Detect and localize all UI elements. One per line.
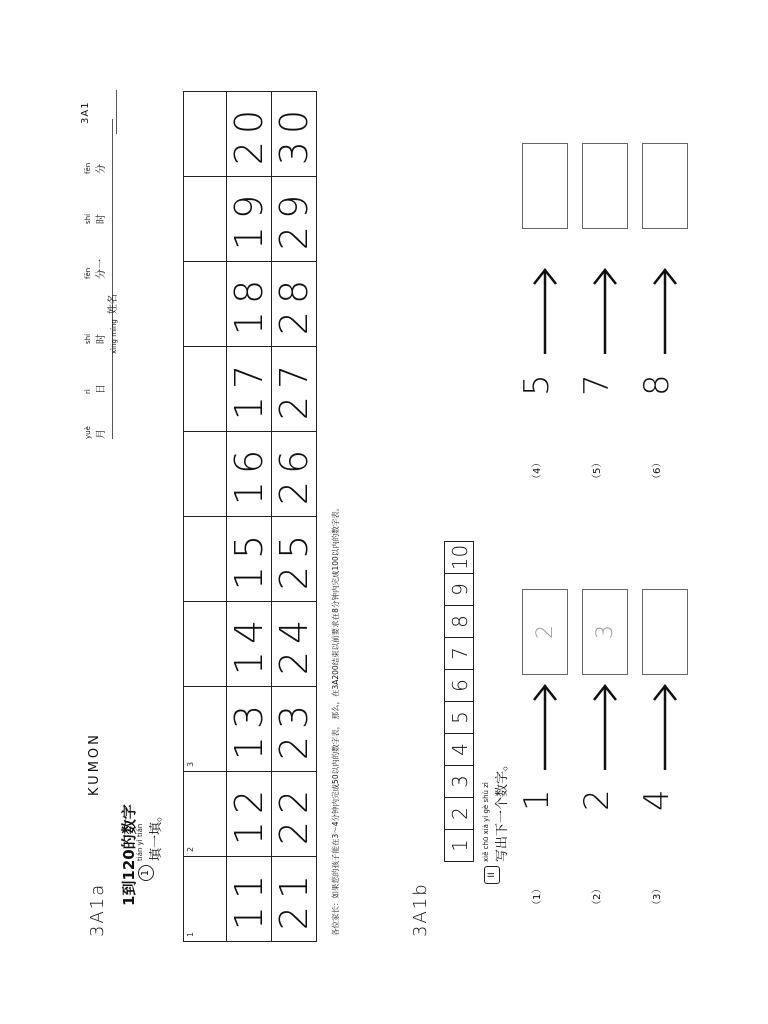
grid-cell: 12 xyxy=(226,771,272,857)
grid-cell: 21 xyxy=(271,856,317,942)
grid-cell[interactable] xyxy=(183,346,227,432)
problem-given: 8 xyxy=(637,368,677,396)
grid-cell: 14 xyxy=(226,601,272,687)
instruction-1-text: 填一填。 xyxy=(149,808,164,861)
problem-given: 5 xyxy=(517,368,557,396)
worksheet-code-right: 3A1 xyxy=(80,101,91,124)
instruction-2-text: 写出下一个数字。 xyxy=(495,757,510,862)
grid-cell: 11 xyxy=(226,856,272,942)
problem-given: 7 xyxy=(577,368,617,396)
grid-cell: 25 xyxy=(271,516,317,602)
answer-box[interactable] xyxy=(522,143,568,229)
problem-label: （5） xyxy=(592,457,603,484)
grid-cell[interactable] xyxy=(183,431,227,517)
page-title: 1到120的数字 xyxy=(120,804,138,906)
sequence-cell: 10 xyxy=(444,541,474,574)
number-sequence xyxy=(444,522,474,862)
sequence-cell: 3 xyxy=(444,765,474,798)
instruction-2-pinyin: xiě chū xià yí gè shù zì xyxy=(482,782,490,862)
answer-box[interactable] xyxy=(642,143,688,229)
sequence-cell: 9 xyxy=(444,573,474,606)
grid-cell[interactable]: 2 xyxy=(183,771,227,857)
sequence-cell: 2 xyxy=(444,797,474,830)
date-day: rì 日 xyxy=(84,384,107,394)
time-end-hour: shí 时 xyxy=(84,213,107,224)
grid-cell: 13 xyxy=(226,686,272,772)
problem-label: （2） xyxy=(592,883,603,910)
answer-box[interactable] xyxy=(642,589,688,675)
grid-cell: 29 xyxy=(271,176,317,262)
section-b-code: 3A1b xyxy=(410,882,431,937)
grid-cell: 28 xyxy=(271,261,317,347)
problem-label: （1） xyxy=(532,883,543,910)
time-end-minute: fēn 分 xyxy=(84,162,107,174)
arrow-right-icon xyxy=(650,682,680,772)
grid-cell[interactable] xyxy=(183,91,227,177)
answer-box[interactable]: 3 xyxy=(582,589,628,675)
arrow-right-icon xyxy=(590,266,620,356)
problem-given: 1 xyxy=(517,783,557,811)
instruction-1-pinyin: tián yì tián xyxy=(136,823,144,861)
grid-cell: 24 xyxy=(271,601,317,687)
sequence-cell: 4 xyxy=(444,733,474,766)
answer-box[interactable] xyxy=(582,143,628,229)
sequence-cell: 6 xyxy=(444,669,474,702)
time-start-minute: fēn 分一 xyxy=(84,259,107,279)
grid-cell: 26 xyxy=(271,431,317,517)
grid-cell[interactable] xyxy=(183,516,227,602)
grid-cell: 16 xyxy=(226,431,272,517)
grid-cell: 23 xyxy=(271,686,317,772)
header-rule xyxy=(116,90,117,134)
sequence-cell: 7 xyxy=(444,637,474,670)
arrow-right-icon xyxy=(530,266,560,356)
name-field[interactable]: xìng míng 姓名 xyxy=(108,294,119,354)
problem-label: （6） xyxy=(652,457,663,484)
grid-cell: 15 xyxy=(226,516,272,602)
grid-cell: 19 xyxy=(226,176,272,262)
sequence-cell: 8 xyxy=(444,605,474,638)
grid-cell[interactable] xyxy=(183,176,227,262)
time-start-hour: shí 时 xyxy=(84,333,107,344)
grid-cell: 17 xyxy=(226,346,272,432)
problem-given: 2 xyxy=(577,783,617,811)
parent-note: 各位家长：如果您的孩子能在3～4分钟内完成50以内的数字表， 那么，在3A200结束以前要求在8分钟内完成100以内的数字表。 xyxy=(331,503,340,936)
grid-cell[interactable] xyxy=(183,261,227,347)
problem-label: （3） xyxy=(652,883,663,910)
grid-cell: 30 xyxy=(271,91,317,177)
arrow-right-icon xyxy=(530,682,560,772)
grid-cell[interactable]: 3 xyxy=(183,686,227,772)
grid-cell: 20 xyxy=(226,91,272,177)
sequence-cell: 5 xyxy=(444,701,474,734)
date-month: yuè 月 xyxy=(84,426,107,439)
grid-cell: 27 xyxy=(271,346,317,432)
date-underline xyxy=(112,119,113,439)
worksheet-code-left: 3A1a xyxy=(87,882,108,937)
sequence-cell: 1 xyxy=(444,829,474,862)
problem-given: 4 xyxy=(637,783,677,811)
grid-cell: 22 xyxy=(271,771,317,857)
problem-label: （4） xyxy=(532,457,543,484)
grid-cell[interactable]: 1 xyxy=(183,856,227,942)
instruction-2-marker: II xyxy=(484,866,500,884)
arrow-right-icon xyxy=(650,266,680,356)
kumon-logo: KUMON xyxy=(87,732,102,796)
number-grid xyxy=(183,87,317,942)
grid-cell: 18 xyxy=(226,261,272,347)
instruction-1-marker: 1 xyxy=(138,865,154,881)
arrow-right-icon xyxy=(590,682,620,772)
grid-cell[interactable] xyxy=(183,601,227,687)
answer-box[interactable]: 2 xyxy=(522,589,568,675)
